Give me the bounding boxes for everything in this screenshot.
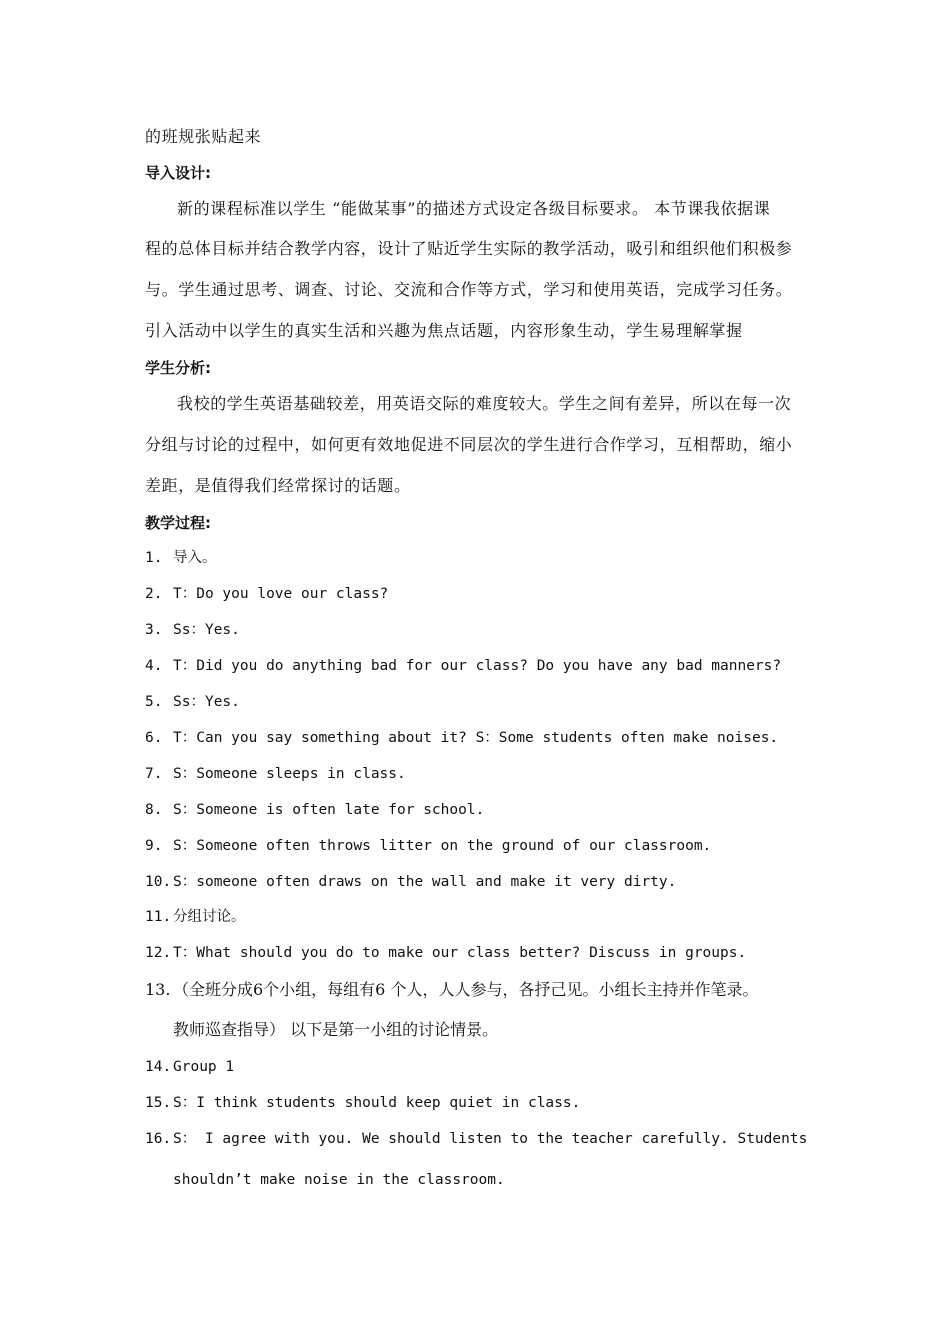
list-item [145, 979, 807, 1001]
list-item [145, 691, 807, 713]
item-number: 6. [145, 730, 163, 746]
item-text: S： I agree with you. We should listen to the teacher carefully. Students [173, 1131, 808, 1147]
list-item [145, 583, 807, 605]
heading-student-analysis: 学生分析: [145, 359, 211, 377]
item-number: 5. [145, 694, 163, 710]
paragraph-line: 差距，是值得我们经常探讨的话题。 [145, 476, 411, 495]
item-number: 8. [145, 802, 163, 818]
list-item [145, 1092, 807, 1114]
list-item [145, 619, 807, 641]
item-text: Ss：Yes. [173, 622, 240, 638]
item-text: T：What should you do to make our class better? Discuss in groups. [173, 945, 747, 961]
item-number: 10. [145, 874, 172, 890]
list-item [145, 763, 807, 785]
item-text: S：I think students should keep quiet in class. [173, 1095, 581, 1111]
list-item [145, 655, 807, 677]
item-text: T：Did you do anything bad for our class? Do you have any bad manners? [173, 658, 782, 674]
item-text: S：Someone often throws litter on the ground of our classroom. [173, 838, 712, 854]
item-number: 15. [145, 1095, 172, 1111]
list-item [145, 871, 807, 893]
heading-intro-design: 导入设计: [145, 164, 211, 182]
list-item-continuation [173, 1019, 807, 1041]
item-text: S：Someone is often late for school. [173, 802, 485, 818]
item-text: S：someone often draws on the wall and make it very dirty. [173, 874, 677, 890]
item-number: 13. [145, 980, 171, 999]
list-item [145, 942, 807, 964]
heading-teaching-process: 教学过程: [145, 514, 211, 532]
item-number: 16. [145, 1131, 172, 1147]
list-item [145, 799, 807, 821]
list-item [145, 727, 807, 749]
paragraph-line: 分组与讨论的过程中，如何更有效地促进不同层次的学生进行合作学习，互相帮助，缩小 [145, 435, 793, 454]
item-text: （全班分成6个小组，每组有6 个人，人人参与，各抒己见。小组长主持并作笔录。 [173, 980, 759, 999]
paragraph-line: 与。学生通过思考、调查、讨论、交流和合作等方式，学习和使用英语，完成学习任务。 [145, 280, 793, 299]
paragraph-line: 程的总体目标并结合教学内容，设计了贴近学生实际的教学活动，吸引和组织他们积极参 [145, 239, 793, 258]
item-text: shouldn’t make noise in the classroom. [173, 1172, 505, 1188]
list-item [145, 906, 807, 928]
item-number: 1. [145, 550, 163, 566]
item-text: 导入。 [173, 550, 217, 566]
item-number: 12. [145, 945, 172, 961]
item-text: T：Can you say something about it? S：Some students often make noises. [173, 730, 779, 746]
item-text: 教师巡查指导） 以下是第一小组的讨论情景。 [173, 1020, 499, 1039]
item-text: S：Someone sleeps in class. [173, 766, 406, 782]
list-item [145, 1128, 807, 1150]
item-number: 7. [145, 766, 163, 782]
item-text: Ss：Yes. [173, 694, 240, 710]
list-item [145, 835, 807, 857]
list-item-continuation [173, 1169, 807, 1191]
paragraph-line: 新的课程标准以学生 “能做某事”的描述方式设定各级目标要求。 本节课我依据课 [177, 199, 771, 218]
item-text: 分组讨论。 [173, 909, 246, 925]
list-item [145, 1056, 807, 1078]
item-number: 14. [145, 1059, 172, 1075]
item-number: 4. [145, 658, 163, 674]
item-text: T：Do you love our class? [173, 586, 389, 602]
paragraph-line: 我校的学生英语基础较差，用英语交际的难度较大。学生之间有差异，所以在每一次 [177, 394, 792, 413]
item-number: 2. [145, 586, 163, 602]
item-number: 9. [145, 838, 163, 854]
item-number: 3. [145, 622, 163, 638]
item-text: Group 1 [173, 1059, 235, 1075]
continuation-line: 的班规张贴起来 [145, 127, 262, 146]
item-number: 11. [145, 909, 172, 925]
paragraph-line: 引入活动中以学生的真实生活和兴趣为焦点话题，内容形象生动，学生易理解掌握 [145, 321, 743, 340]
list-item [145, 547, 807, 569]
